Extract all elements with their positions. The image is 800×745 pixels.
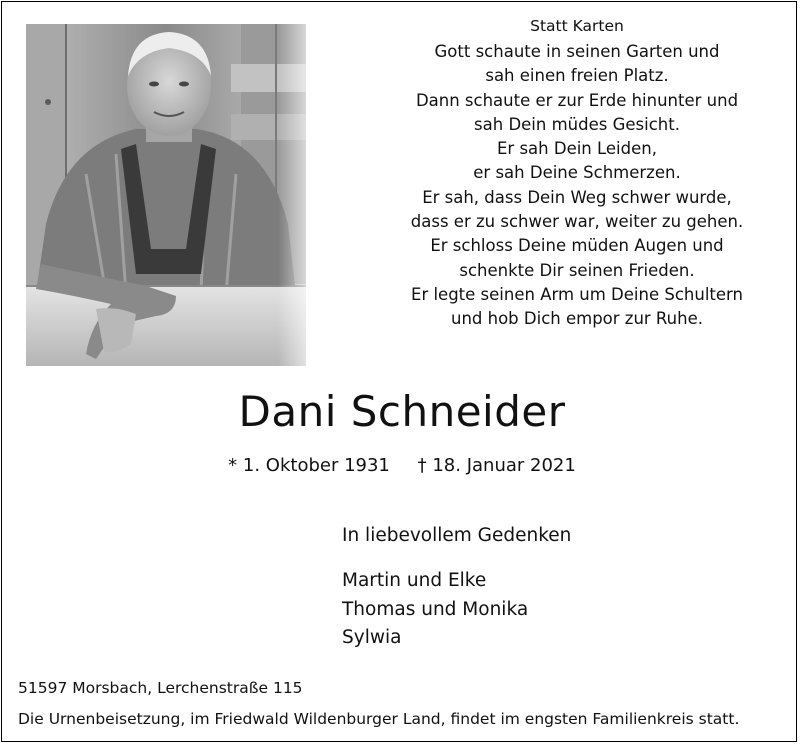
poem-line: Dann schaute er zur Erde hinunter und xyxy=(415,90,739,110)
portrait-photo xyxy=(26,24,306,366)
poem-line: Er schloss Deine müden Augen und xyxy=(430,236,724,256)
poem-line: Er legte seinen Arm um Deine Schultern xyxy=(411,284,743,304)
poem-line: Er sah Dein Leiden, xyxy=(497,139,657,159)
deceased-name: Dani Schneider xyxy=(238,387,566,436)
poem-line: sah einen freien Platz. xyxy=(485,66,669,86)
mourner: Martin und Elke xyxy=(342,570,487,591)
life-dates xyxy=(2,452,800,480)
birth-date: * 1. Oktober 1931 xyxy=(228,455,390,476)
mourners-list xyxy=(342,567,528,653)
poem-line: dass er zu schwer war, weiter zu gehen. xyxy=(410,212,744,232)
obituary-card xyxy=(1,1,797,742)
poem-heading: Statt Karten xyxy=(530,17,624,35)
mourner: Sylwia xyxy=(342,627,402,648)
mourner: Thomas und Monika xyxy=(342,598,529,620)
memorial-phrase: In liebevollem Gedenken xyxy=(342,525,572,546)
poem-line: Gott schaute in seinen Garten und xyxy=(434,42,720,61)
address: 51597 Morsbach, Lerchenstraße 115 xyxy=(18,679,303,697)
poem-line: schenkte Dir seinen Frieden. xyxy=(459,260,695,280)
poem-line: er sah Deine Schmerzen. xyxy=(473,163,681,183)
death-date: † 18. Januar 2021 xyxy=(417,455,576,476)
burial-note: Die Urnenbeisetzung, im Friedwald Wildenburger Land, findet im engsten Familienkreis statt. xyxy=(18,710,740,728)
poem-line: und hob Dich empor zur Ruhe. xyxy=(451,309,703,329)
poem-line: Er sah, dass Dein Weg schwer wurde, xyxy=(422,187,732,207)
poem xyxy=(397,14,757,332)
poem-line: sah Dein müdes Gesicht. xyxy=(474,114,680,134)
